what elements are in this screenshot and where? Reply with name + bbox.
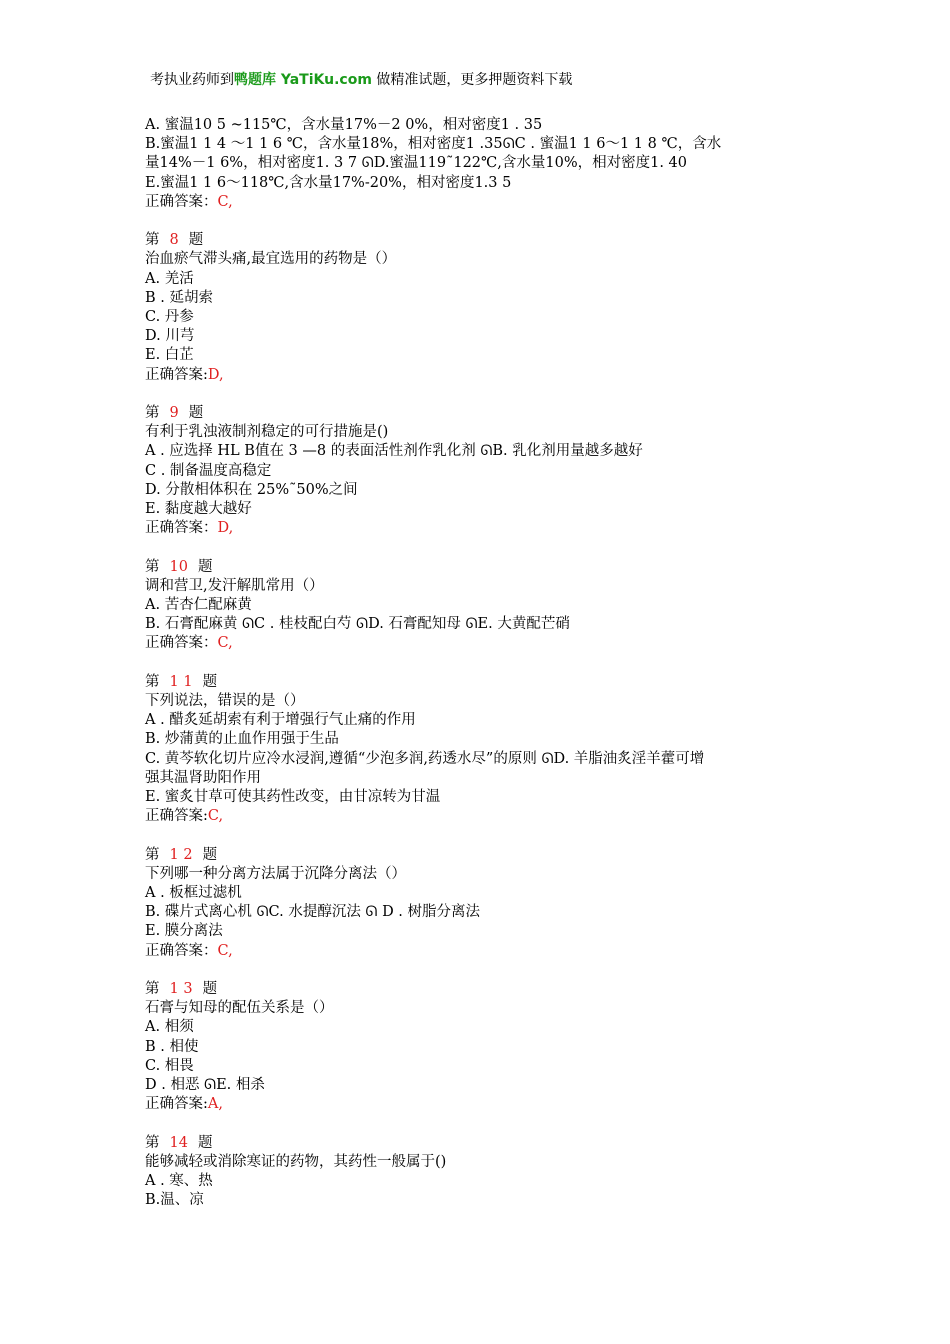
question-suffix: 题 bbox=[197, 558, 213, 575]
question-number bbox=[145, 1134, 805, 1153]
answer-line bbox=[145, 1095, 805, 1114]
question-block bbox=[145, 385, 805, 539]
page-header bbox=[150, 70, 850, 90]
answer-line bbox=[145, 366, 805, 385]
question-prefix: 第 bbox=[145, 673, 160, 690]
answer-value: C, bbox=[217, 635, 233, 652]
option-line: A. 蜜温10 5 ~115℃，含水量17%－2 0%，相对密度1 . 35 bbox=[145, 117, 543, 133]
question-suffix: 题 bbox=[188, 232, 204, 249]
spacer bbox=[145, 538, 805, 557]
question-stem: 下列说法，错误的是（） bbox=[145, 693, 305, 710]
option-line: D . 相恶 ᘏE. 相杀 bbox=[145, 1077, 265, 1094]
question-prefix: 第 bbox=[145, 232, 160, 249]
answer-value: D, bbox=[207, 366, 224, 383]
question-stem: 有利于乳浊液制剂稳定的可行措施是() bbox=[145, 424, 389, 441]
option-line: E. 黏度越大越好 bbox=[145, 501, 252, 518]
option-line: B. 碟片式离心机 ᘏC. 水提醇沉法 ᘏ D . 树脂分离法 bbox=[145, 904, 481, 921]
option-line: C. 丹参 bbox=[145, 309, 194, 326]
question-suffix: 题 bbox=[202, 981, 218, 998]
spacer bbox=[145, 212, 805, 231]
question-number bbox=[145, 980, 805, 999]
option-line: C. 黄芩软化切片应冷水浸润,遵循“少泡多润,药透水尽”的原则 ᘏD. 羊脂油炙淫羊藿可增 bbox=[145, 750, 705, 767]
question-block bbox=[145, 654, 805, 827]
spacer bbox=[145, 826, 805, 845]
lead-block bbox=[145, 116, 805, 212]
answer-label: 正确答案： bbox=[145, 635, 218, 652]
answer-value: C, bbox=[217, 942, 233, 959]
option-line: A . 板框过滤机 bbox=[145, 885, 242, 902]
question-block bbox=[145, 826, 805, 960]
option-line: C . 制备温度高稳定 bbox=[145, 462, 272, 479]
spacer bbox=[145, 961, 805, 980]
answer-line bbox=[145, 807, 805, 826]
answer-line bbox=[145, 942, 805, 961]
question-number bbox=[145, 558, 805, 577]
option-line: B . 相使 bbox=[145, 1038, 199, 1055]
question-block bbox=[145, 538, 805, 653]
option-line: A. 苦杏仁配麻黄 bbox=[145, 597, 252, 614]
option-line: 量14%－1 6%，相对密度1. 3 7 ᘏD.蜜温119˜122℃,含水量10%，相对密度1. 40 bbox=[145, 155, 687, 172]
option-line: 强其温肾助阳作用 bbox=[145, 769, 261, 786]
question-suffix: 题 bbox=[202, 673, 218, 690]
option-line: E. 白芷 bbox=[145, 347, 194, 364]
option-line: B.温、凉 bbox=[145, 1192, 204, 1209]
option-line: B.蜜温1 1 4 ～1 1 6 ℃，含水量18%，相对密度1 .35ᘏC . 蜜温1 1 6～1 1 8 ℃，含水 bbox=[145, 136, 722, 153]
answer-label: 正确答案: bbox=[145, 366, 208, 383]
question-prefix: 第 bbox=[145, 558, 160, 575]
question-index: 10 bbox=[169, 558, 188, 575]
option-line: D. 川芎 bbox=[145, 328, 195, 345]
question-index: 9 bbox=[169, 405, 179, 422]
spacer bbox=[145, 1114, 805, 1133]
question-suffix: 题 bbox=[188, 405, 204, 422]
question-prefix: 第 bbox=[145, 405, 160, 422]
spacer bbox=[145, 654, 805, 673]
question-block bbox=[145, 212, 805, 385]
answer-value: A, bbox=[207, 1096, 223, 1113]
header-brand: 鸭题库 YaTiKu.com bbox=[234, 72, 372, 88]
answer-label: 正确答案： bbox=[145, 193, 218, 210]
question-prefix: 第 bbox=[145, 1134, 160, 1151]
answer-label: 正确答案： bbox=[145, 942, 218, 959]
option-line: E. 膜分离法 bbox=[145, 923, 223, 940]
question-index: 8 bbox=[169, 232, 179, 249]
header-prefix: 考执业药师到 bbox=[150, 72, 234, 88]
answer-label: 正确答案: bbox=[145, 808, 208, 825]
option-line: A . 应选择 HL B值在 3 —8 的表面活性剂作乳化剂 ᘏB. 乳化剂用量越多越好 bbox=[145, 443, 643, 460]
question-block bbox=[145, 961, 805, 1115]
answer-label: 正确答案: bbox=[145, 1096, 208, 1113]
answer-value: C, bbox=[207, 808, 224, 825]
answer-value: C, bbox=[217, 193, 233, 210]
question-index: 1 2 bbox=[169, 846, 193, 863]
option-line: E.蜜温1 1 6～118℃,含水量17%-20%，相对密度1.3 5 bbox=[145, 174, 512, 191]
question-prefix: 第 bbox=[145, 981, 160, 998]
answer-label: 正确答案： bbox=[145, 520, 218, 537]
question-block bbox=[145, 1114, 805, 1210]
answer-line bbox=[145, 519, 805, 538]
question-prefix: 第 bbox=[145, 846, 160, 863]
option-line: B. 炒蒲黄的止血作用强于生品 bbox=[145, 731, 339, 748]
option-line: A . 寒、热 bbox=[145, 1173, 213, 1190]
question-index: 1 1 bbox=[169, 673, 193, 690]
document-body bbox=[145, 116, 805, 1210]
question-stem: 调和营卫,发汗解肌常用（） bbox=[145, 577, 324, 594]
option-line: C. 相畏 bbox=[145, 1057, 194, 1074]
option-line: B . 延胡索 bbox=[145, 289, 213, 306]
answer-line bbox=[145, 634, 805, 653]
option-line: B. 石膏配麻黄 ᘏC . 桂枝配白芍 ᘏD. 石膏配知母 ᘏE. 大黄配芒硝 bbox=[145, 616, 570, 633]
question-stem: 治血瘀气滞头痛,最宜选用的药物是（） bbox=[145, 251, 397, 268]
question-index: 1 3 bbox=[169, 981, 193, 998]
option-line: A. 羌活 bbox=[145, 270, 194, 287]
question-suffix: 题 bbox=[197, 1134, 213, 1151]
question-suffix: 题 bbox=[202, 846, 218, 863]
answer-value: D, bbox=[217, 520, 234, 537]
question-number bbox=[145, 846, 805, 865]
option-line: A . 醋炙延胡索有利于增强行气止痛的作用 bbox=[145, 712, 416, 729]
question-stem: 下列哪一种分离方法属于沉降分离法（） bbox=[145, 865, 406, 882]
question-index: 14 bbox=[169, 1134, 188, 1151]
question-number bbox=[145, 404, 805, 423]
header-suffix: 做精准试题，更多押题资料下载 bbox=[371, 72, 573, 88]
option-line: E. 蜜炙甘草可使其药性改变，由甘凉转为甘温 bbox=[145, 789, 441, 806]
question-number bbox=[145, 231, 805, 250]
question-stem: 能够减轻或消除寒证的药物，其药性一般属于() bbox=[145, 1153, 447, 1170]
spacer bbox=[145, 385, 805, 404]
answer-line bbox=[145, 193, 805, 212]
question-number bbox=[145, 673, 805, 692]
option-line: A. 相须 bbox=[145, 1019, 194, 1036]
question-stem: 石膏与知母的配伍关系是（） bbox=[145, 1000, 334, 1017]
option-line: D. 分散相体积在 25%˜50%之间 bbox=[145, 481, 358, 498]
question-list bbox=[145, 212, 805, 1210]
